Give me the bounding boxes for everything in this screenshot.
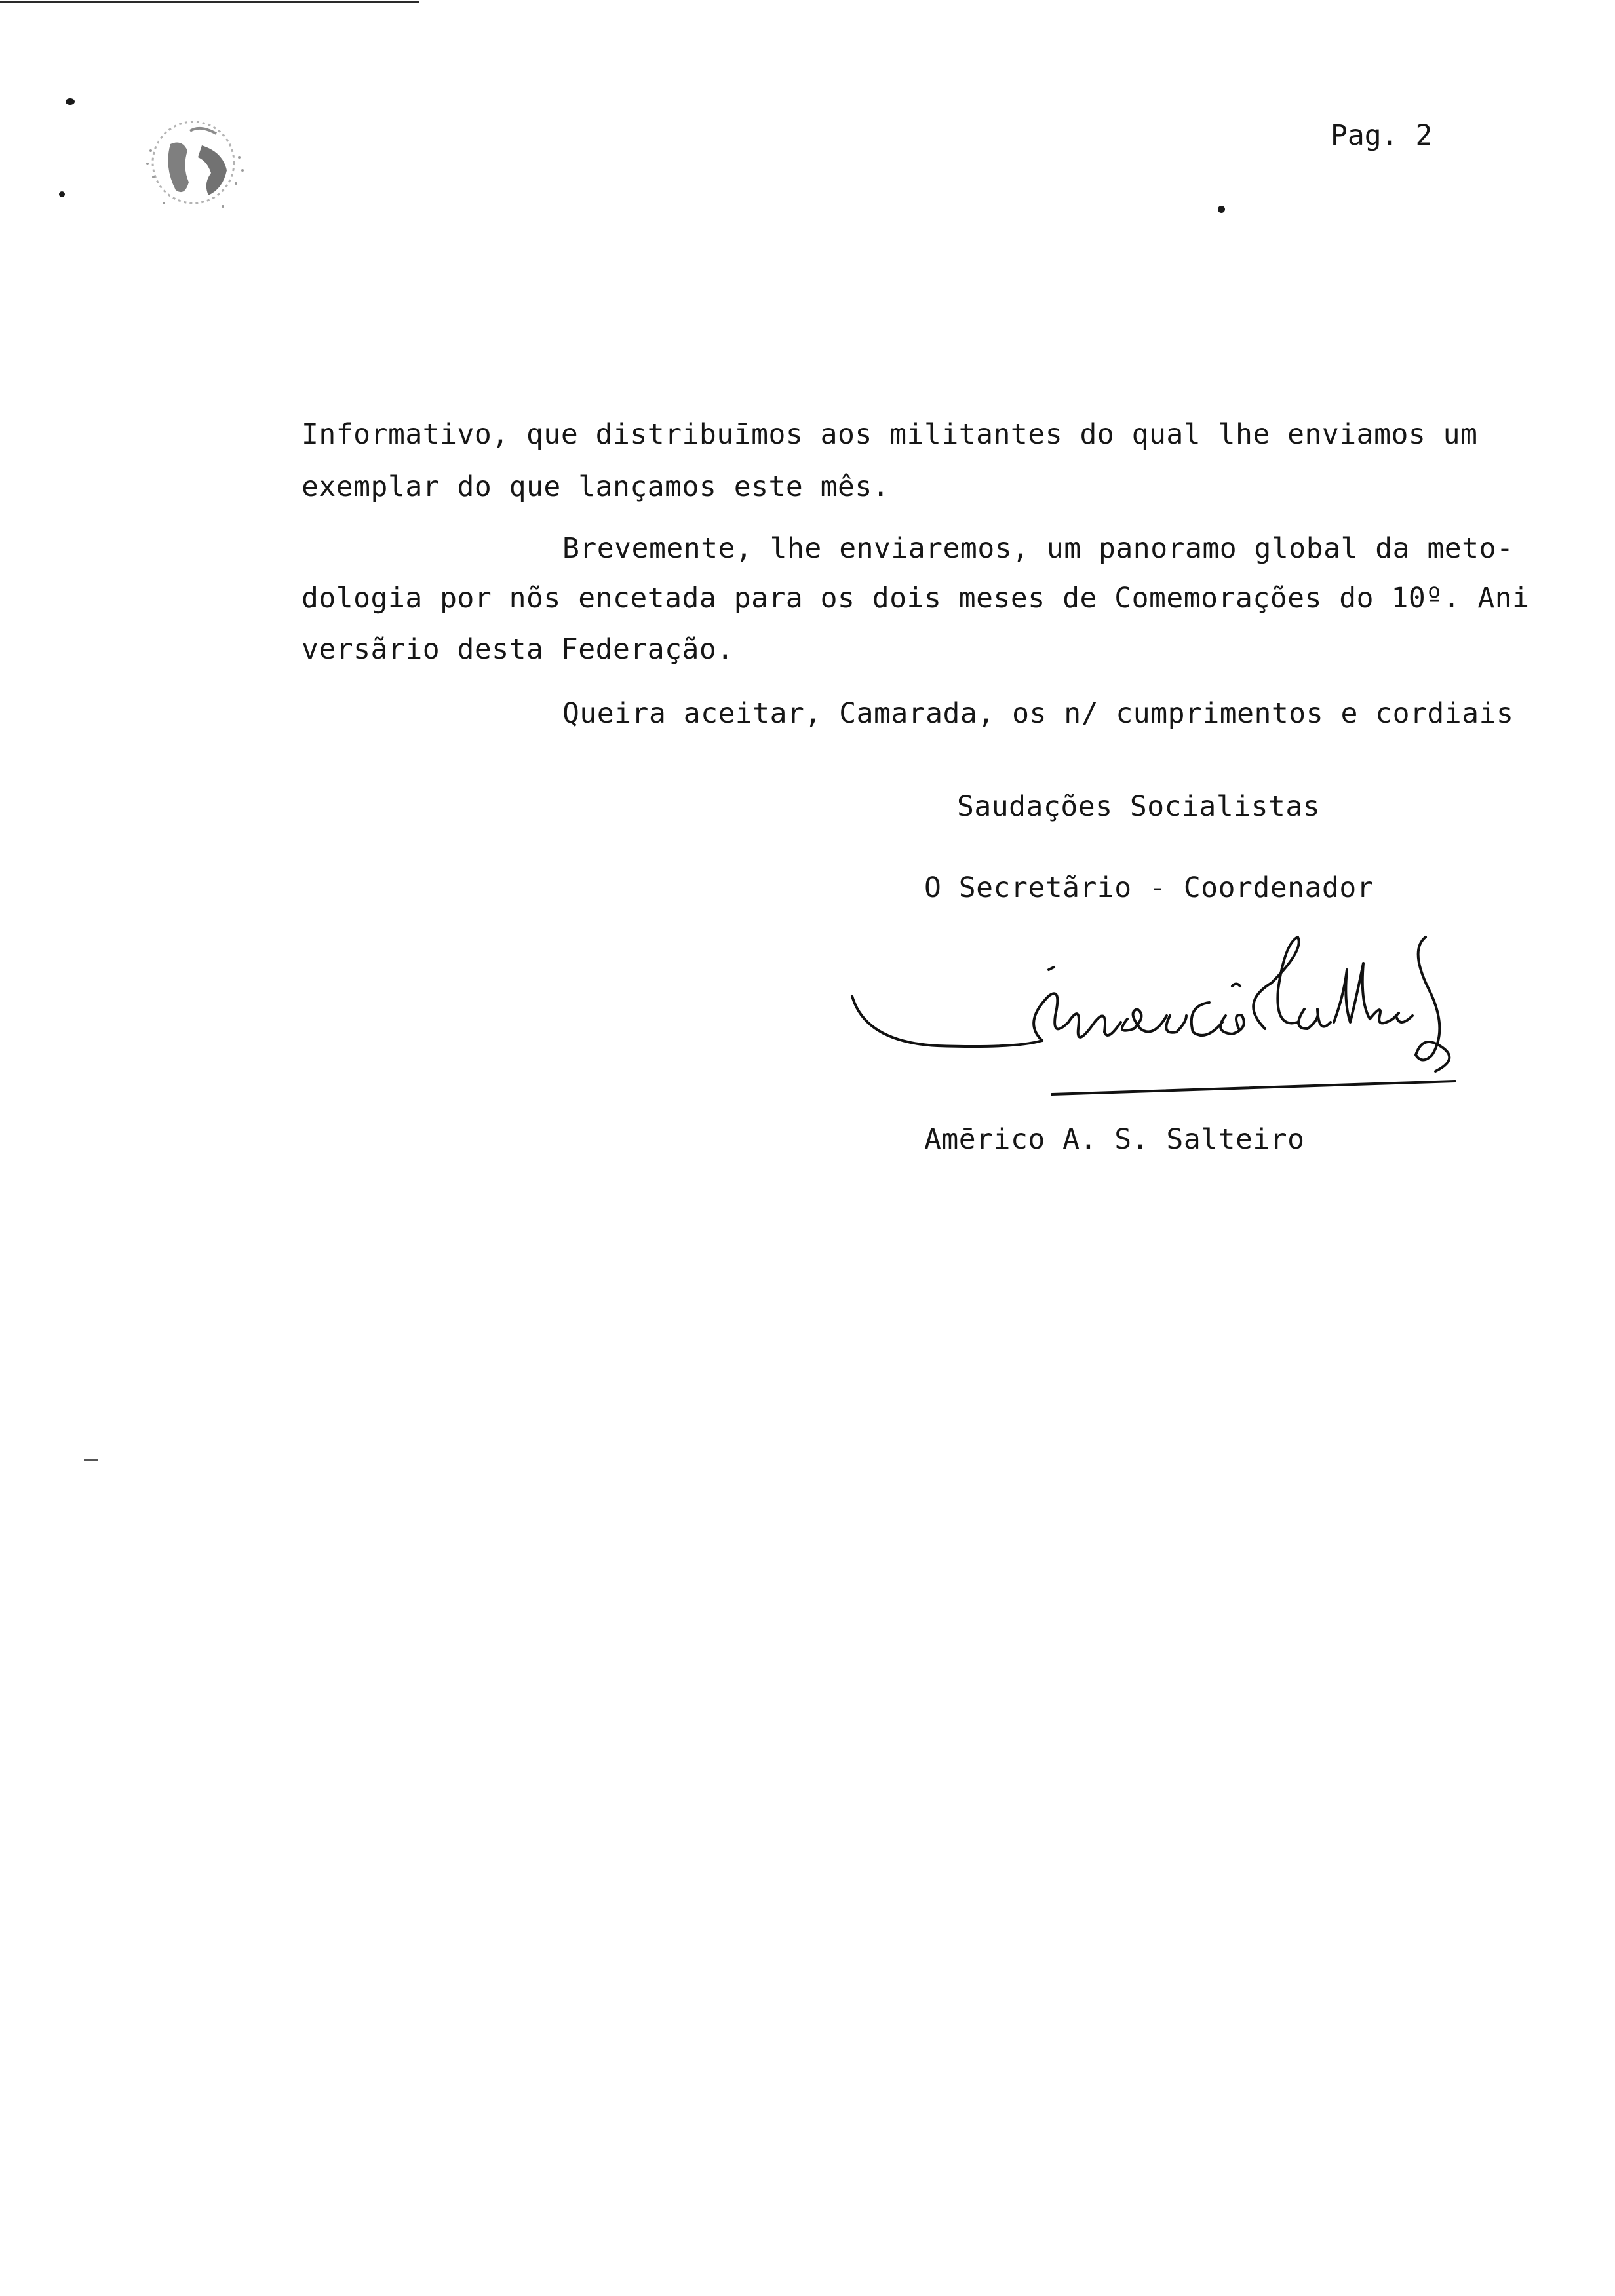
- scan-speck: [59, 191, 65, 197]
- closing-greeting: Saudações Socialistas: [957, 790, 1321, 823]
- body-line-3: Brevemente, lhe enviaremos, um panoramo global da meto-: [562, 532, 1514, 565]
- body-line-1: Informativo, que distribuīmos aos militantes do qual lhe enviamos um: [302, 418, 1478, 451]
- handwritten-signature: [846, 924, 1475, 1107]
- globe-emblem-icon: [125, 105, 262, 223]
- scan-speck: [66, 98, 75, 105]
- signatory-role: O Secretãrio - Coordenador: [924, 871, 1374, 904]
- body-line-4: dologia por nõs encetada para os dois meses de Comemorações do 10º. Ani: [302, 582, 1530, 615]
- scan-speck: [1218, 206, 1225, 213]
- scan-mark: [84, 1459, 98, 1461]
- signatory-name: Amērico A. S. Salteiro: [924, 1123, 1305, 1156]
- top-edge-rule: [0, 1, 419, 3]
- body-line-2: exemplar do que lançamos este mês.: [302, 470, 890, 503]
- body-line-6: Queira aceitar, Camarada, os n/ cumprimentos e cordiais: [562, 697, 1514, 730]
- body-line-5: versãrio desta Federação.: [302, 633, 734, 666]
- page-number: Pag. 2: [1331, 119, 1433, 152]
- letterhead-logo: [125, 105, 262, 223]
